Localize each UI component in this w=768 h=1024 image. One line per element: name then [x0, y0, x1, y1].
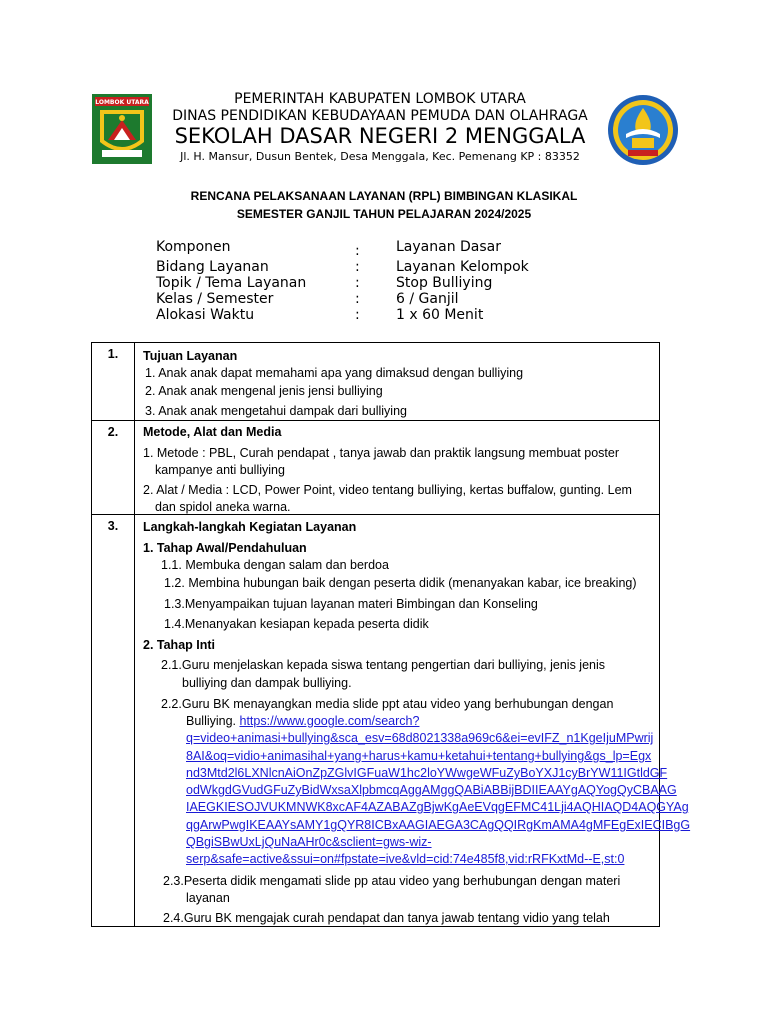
- table-row-divider: [91, 420, 660, 421]
- list-item-continued: dan spidol aneka warna.: [155, 500, 291, 514]
- tut-wuri-handayani-logo: [606, 94, 680, 166]
- info-value-komponen: Layanan Dasar: [396, 239, 502, 255]
- subheading-tahap-inti: 2. Tahap Inti: [143, 638, 215, 652]
- list-item: 2.3.Peserta didik mengamati slide pp atau video yang berhubungan dengan materi: [163, 874, 621, 888]
- document-subtitle: SEMESTER GANJIL TAHUN PELAJARAN 2024/2025: [236, 207, 532, 221]
- video-link[interactable]: qgArwPwgIKEAAYsAMY1gQYR8ICBxAAGIAEGA3CAgQQIRgKmAMA4gMFEgExIECIBgG: [186, 818, 691, 832]
- row-number-3: 3.: [107, 519, 119, 533]
- info-label-kelas: Kelas / Semester: [156, 291, 274, 307]
- list-item: 3. Anak anak mengetahui dampak dari bulliying: [145, 404, 407, 418]
- info-value-topik: Stop Bulliying: [396, 275, 493, 291]
- row-number-1: 1.: [107, 347, 119, 361]
- info-value-alokasi: 1 x 60 Menit: [396, 307, 484, 323]
- info-colon: :: [355, 243, 360, 259]
- info-label-alokasi: Alokasi Waktu: [156, 307, 255, 323]
- info-colon: :: [355, 275, 360, 291]
- list-item-continued: layanan: [186, 891, 230, 905]
- video-link[interactable]: QBgiSBwUxLjQuNaAHr0c&sclient=gws-wiz-: [186, 835, 432, 849]
- list-item: 1.2. Membina hubungan baik dengan peserta didik (menanyakan kabar, ice breaking): [164, 576, 637, 590]
- list-item-text: Bulliying.: [186, 714, 240, 728]
- list-item: 1.1. Membuka dengan salam dan berdoa: [161, 558, 389, 572]
- row-number-2: 2.: [107, 425, 119, 439]
- letterhead-address: Jl. H. Mansur, Dusun Bentek, Desa Menggala, Kec. Pemenang KP : 83352: [180, 150, 580, 163]
- list-item-continued: bulliying dan dampak bulliying.: [182, 676, 352, 690]
- list-item: 2. Anak anak mengenal jenis jensi bulliying: [145, 384, 383, 398]
- subheading-tahap-awal: 1. Tahap Awal/Pendahuluan: [143, 541, 307, 555]
- info-label-komponen: Komponen: [156, 239, 231, 255]
- table-column-divider: [134, 342, 135, 927]
- info-value-bidang: Layanan Kelompok: [396, 259, 529, 275]
- video-link[interactable]: IAEGKIESOJVUKMNWK8xcAF4AZABAZgBjwKgAeEVqgEFMC41Lji4AQHIAQD4AQGYAg: [186, 800, 689, 814]
- section-heading-tujuan: Tujuan Layanan: [143, 349, 238, 363]
- info-label-topik: Topik / Tema Layanan: [156, 275, 307, 291]
- list-item-continued: [186, 713, 419, 729]
- video-link[interactable]: q=video+animasi+bullying&sca_esv=68d8021338a969c6&ei=evIFZ_n1KgeIjuMPwrij: [186, 731, 654, 745]
- section-heading-metode: Metode, Alat dan Media: [143, 425, 282, 439]
- info-colon: :: [355, 307, 360, 323]
- info-label-bidang: Bidang Layanan: [156, 259, 269, 275]
- info-colon: :: [355, 259, 360, 275]
- list-item: 1.3.Menyampaikan tujuan layanan materi Bimbingan dan Konseling: [164, 597, 538, 611]
- list-item: 2.1.Guru menjelaskan kepada siswa tentang pengertian dari bulliying, jenis jenis: [161, 658, 606, 672]
- list-item-continued: kampanye anti bulliying: [155, 463, 285, 477]
- svg-text:LOMBOK UTARA: LOMBOK UTARA: [95, 99, 149, 106]
- info-colon: :: [355, 291, 360, 307]
- section-heading-langkah: Langkah-langkah Kegiatan Layanan: [143, 520, 357, 534]
- list-item: 1.4.Menanyakan kesiapan kepada peserta didik: [164, 617, 429, 631]
- list-item: 2.4.Guru BK mengajak curah pendapat dan tanya jawab tentang vidio yang telah: [163, 911, 610, 925]
- letterhead-government: PEMERINTAH KABUPATEN LOMBOK UTARA: [234, 91, 526, 107]
- letterhead-department: DINAS PENDIDIKAN KEBUDAYAAN PEMUDA DAN OLAHRAGA: [172, 108, 588, 124]
- video-link[interactable]: nd3Mtd2l6LXNlcnAiOnZpZGlvIGFuaW1hc2loYWwgeWFuZyBoYXJ1cyBrYW11IGtldGF: [186, 766, 668, 780]
- video-link[interactable]: 8AI&oq=vidio+animasihal+yang+harus+kamu+ketahui+tentang+bullying&gs_lp=Egx: [186, 749, 652, 763]
- video-link[interactable]: https://www.google.com/search?: [239, 714, 420, 728]
- list-item: 1. Anak anak dapat memahami apa yang dimaksud dengan bulliying: [145, 366, 524, 380]
- list-item: 1. Metode : PBL, Curah pendapat , tanya jawab dan praktik langsung membuat poster: [143, 446, 619, 460]
- lombok-utara-logo: [92, 94, 152, 164]
- document-title: RENCANA PELAKSANAAN LAYANAN (RPL) BIMBINGAN KLASIKAL: [190, 189, 578, 203]
- video-link[interactable]: serp&safe=active&ssui=on#fpstate=ive&vld=cid:74e485f8,vid:rRFKxtMd--E,st:0: [186, 852, 625, 866]
- info-value-kelas: 6 / Ganjil: [396, 291, 459, 307]
- letterhead-school-name: SEKOLAH DASAR NEGERI 2 MENGGALA: [174, 124, 586, 148]
- video-link[interactable]: odWkgdGVudGFuZyBidWxsaXlpbmcqAggAMggQABiABBijBDIIEAAYgAQYogQyCBAAG: [186, 783, 677, 797]
- list-item: 2. Alat / Media : LCD, Power Point, video tentang bulliying, kertas buffalow, gunting. Lem: [143, 483, 632, 497]
- list-item: 2.2.Guru BK menayangkan media slide ppt atau video yang berhubungan dengan: [161, 697, 614, 711]
